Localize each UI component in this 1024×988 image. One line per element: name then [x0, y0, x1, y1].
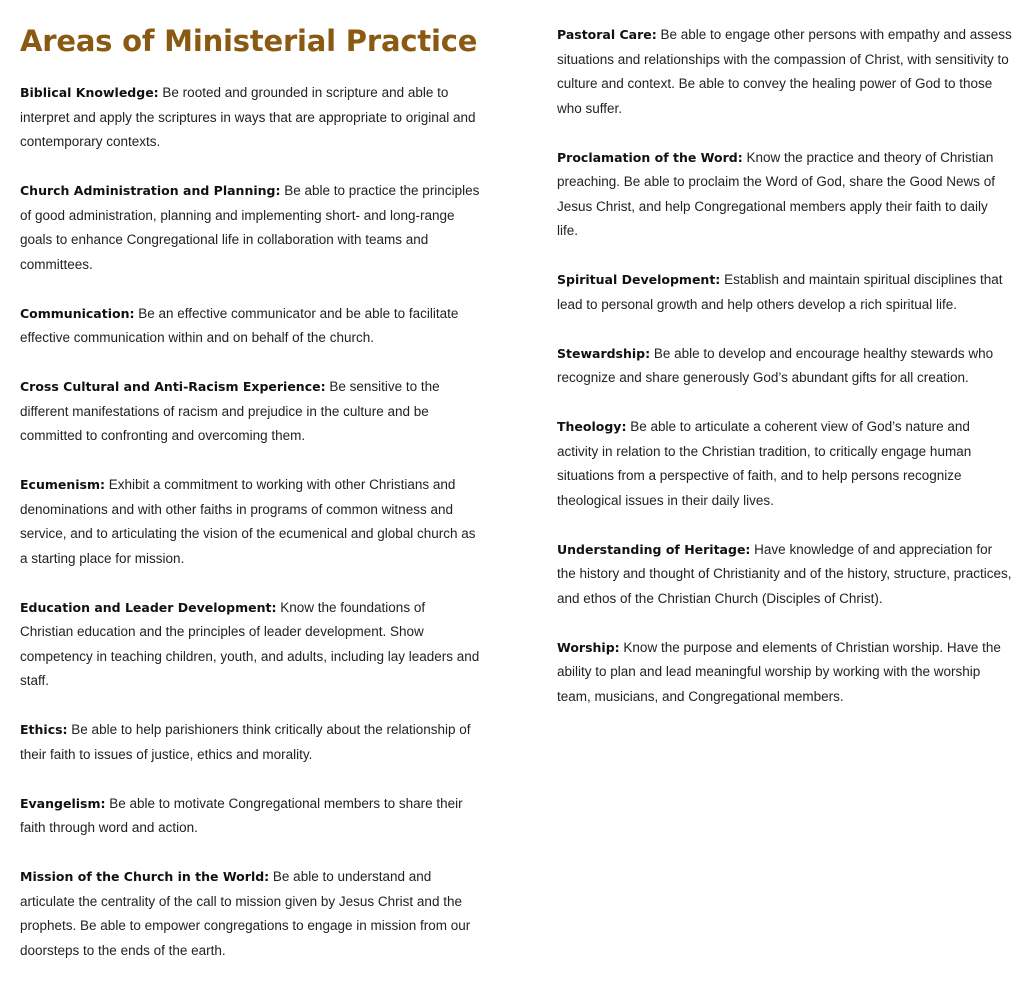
practice-area-term: Spiritual Development:	[557, 272, 721, 287]
practice-area-term: Ethics:	[20, 722, 68, 737]
practice-area-term: Mission of the Church in the World:	[20, 869, 270, 884]
practice-area-description: Know the foundations of Christian education and the principles of leader development. Show competency in teaching children, youth, and adults, including lay leaders and staff.	[20, 599, 480, 688]
practice-area-stewardship	[557, 342, 1012, 391]
practice-area-biblical-knowledge	[20, 81, 480, 155]
practice-area-description: Be able to articulate a coherent view of God’s nature and activity in relation to the Christian tradition, to critically engage human situations from a perspective of faith, and to help persons recognize theological issues in their daily lives.	[557, 419, 972, 508]
practice-area-communication	[20, 302, 480, 351]
practice-area-description: Know the practice and theory of Christian preaching. Be able to proclaim the Word of God, share the Good News of Jesus Christ, and help Congregational members apply their faith to daily life.	[557, 149, 995, 238]
practice-area-description: Be able to motivate Congregational members to share their faith through word and action.	[20, 795, 463, 835]
practice-area-description: Be able to help parishioners think critically about the relationship of their faith to issues of justice, ethics and morality.	[20, 722, 471, 762]
practice-area-education	[20, 596, 480, 694]
practice-area-ethics	[20, 718, 480, 767]
practice-area-cross-cultural	[20, 375, 480, 449]
practice-area-spiritual-development	[557, 268, 1012, 317]
practice-area-term: Worship:	[557, 639, 620, 655]
practice-area-term: Ecumenism:	[20, 477, 105, 492]
practice-area-description: Be able to practice the principles of good administration, planning and implementing short- and long-range goals to enhance Congregational life in collaboration with teams and committees.	[20, 183, 480, 272]
practice-area-term: Education and Leader Development:	[20, 599, 277, 615]
left-column	[20, 81, 480, 988]
practice-area-term: Pastoral Care:	[557, 27, 657, 42]
practice-area-worship	[557, 636, 1012, 710]
practice-area-term: Theology:	[557, 419, 627, 434]
practice-area-term: Understanding of Heritage:	[557, 541, 751, 557]
practice-area-description: Be able to engage other persons with empathy and assess situations and relationships with the compassion of Christ, with sensitivity to culture and context. Be able to convey the healing power of God to those who suffer.	[557, 27, 1012, 116]
practice-area-term: Biblical Knowledge:	[20, 85, 159, 100]
practice-area-term: Cross Cultural and Anti-Racism Experience:	[20, 379, 326, 394]
practice-area-description: Know the purpose and elements of Christian worship. Have the ability to plan and lead meaningful worship by working with the worship team, musicians, and Congregational members.	[557, 639, 1001, 704]
practice-area-description: Be rooted and grounded in scripture and able to interpret and apply the scriptures in ways that are appropriate to original and contemporary contexts.	[20, 85, 476, 149]
practice-area-church-administration	[20, 179, 480, 277]
right-column	[557, 23, 1012, 734]
practice-area-mission	[20, 865, 480, 963]
practice-area-term: Proclamation of the Word:	[557, 149, 743, 165]
practice-area-term: Communication:	[20, 305, 135, 321]
page-title: Areas of Ministerial Practice	[20, 24, 478, 58]
practice-area-description: Be an effective communicator and be able to facilitate effective communication within and on behalf of the church.	[20, 305, 459, 345]
practice-area-description: Be sensitive to the different manifestations of racism and prejudice in the culture and be committed to confronting and overcoming them.	[20, 379, 440, 443]
practice-area-theology	[557, 415, 1012, 513]
practice-area-pastoral-care	[557, 23, 1012, 121]
practice-area-description: Be able to understand and articulate the centrality of the call to mission given by Jesus Christ and the prophets. Be able to empower congregations to engage in mission from our doorsteps to the ends of the earth.	[20, 869, 471, 958]
practice-area-ecumenism	[20, 473, 480, 571]
practice-area-proclamation	[557, 146, 1012, 244]
practice-area-description: Establish and maintain spiritual disciplines that lead to personal growth and help others develop a rich spiritual life.	[557, 272, 1003, 312]
practice-area-evangelism	[20, 792, 480, 841]
practice-area-description: Exhibit a commitment to working with other Christians and denominations and with other faiths in programs of common witness and service, and to articulating the vision of the ecumenical and global church as a starting place for mission.	[20, 477, 476, 566]
practice-area-term: Evangelism:	[20, 795, 106, 811]
practice-area-term: Church Administration and Planning:	[20, 183, 281, 198]
practice-area-term: Stewardship:	[557, 345, 651, 361]
practice-area-description: Be able to develop and encourage healthy stewards who recognize and share generously God’s abundant gifts for all creation.	[557, 345, 994, 385]
practice-area-description: Have knowledge of and appreciation for the history and thought of Christianity and of the history, structure, practices, and ethos of the Christian Church (Disciples of Christ).	[557, 541, 1012, 606]
practice-area-heritage	[557, 538, 1012, 612]
